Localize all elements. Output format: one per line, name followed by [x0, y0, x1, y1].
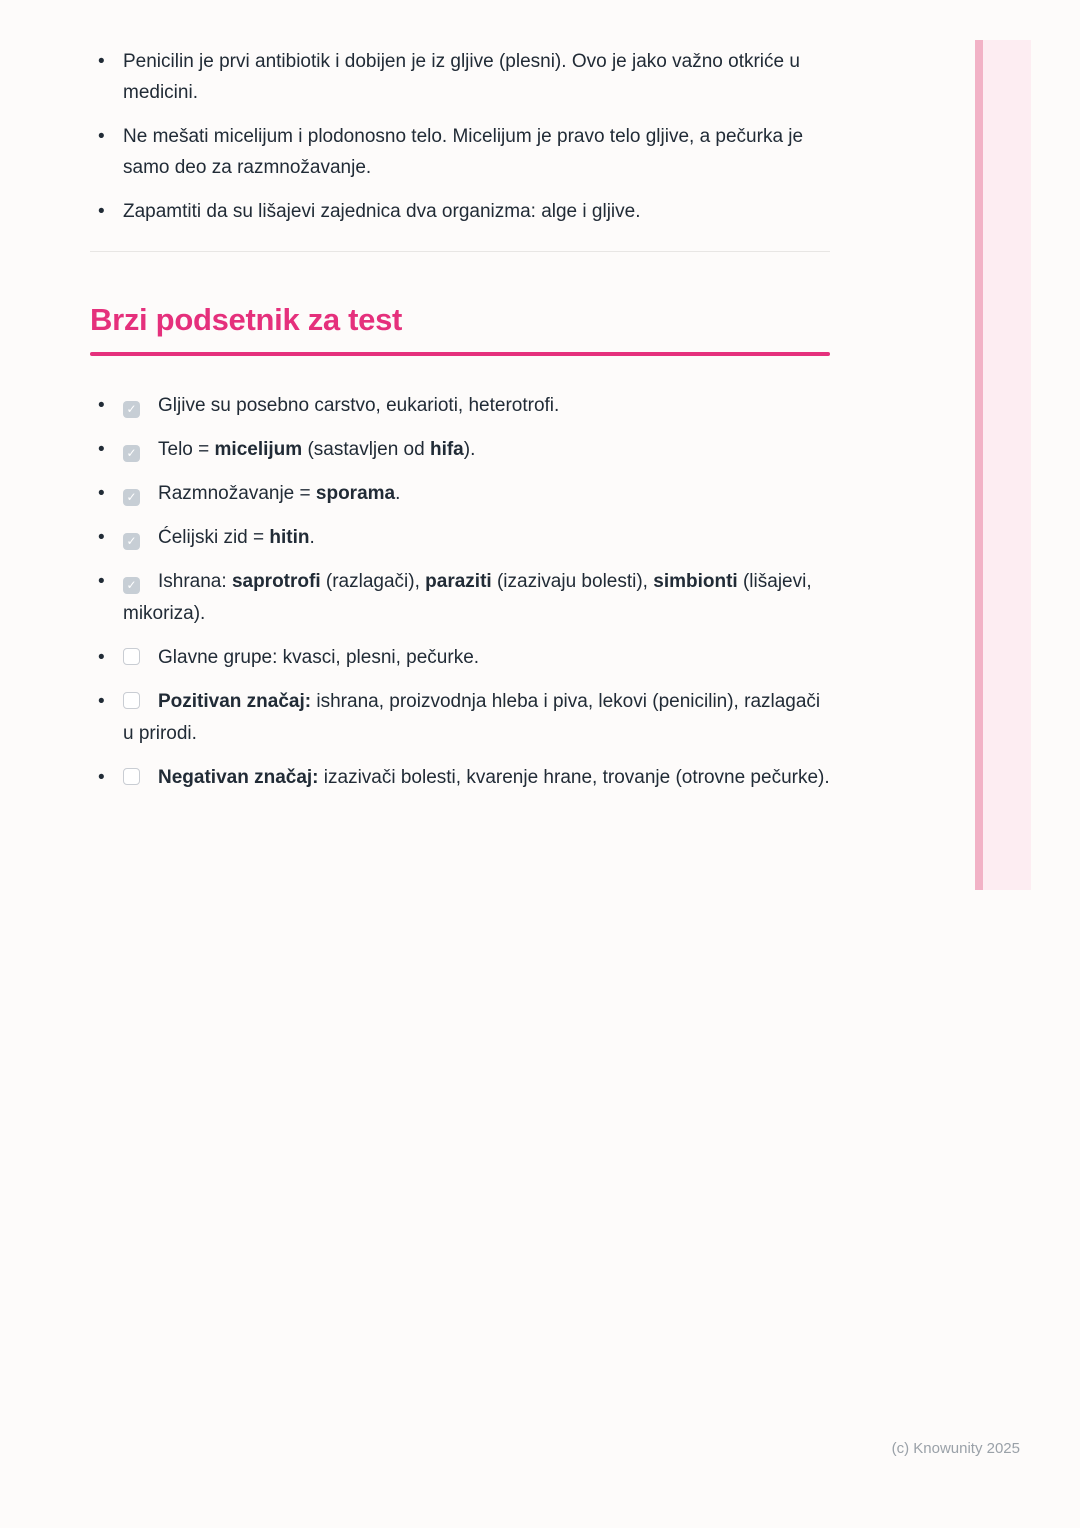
note-text: Ne mešati micelijum i plodonosno telo. Micelijum je pravo telo gljive, a pečurka je samo deo za razmnožavanje.	[123, 126, 804, 178]
checklist-text-bold: Negativan značaj:	[158, 767, 319, 788]
checklist-text-bold: hitin	[269, 527, 310, 548]
checklist-text: Telo =	[158, 439, 215, 460]
checklist-text: Razmnožavanje =	[158, 483, 316, 504]
page-edge-gutter	[983, 40, 1031, 890]
note-item	[90, 196, 830, 227]
bullet-icon: •	[98, 201, 105, 222]
checklist-text-bold: micelijum	[214, 439, 303, 460]
checklist-item	[90, 686, 830, 750]
checkbox-unchecked-icon[interactable]	[123, 648, 140, 665]
bullet-icon: •	[98, 647, 105, 668]
bullet-icon: •	[98, 126, 105, 147]
checklist-item	[90, 762, 830, 794]
note-text: Zapamtiti da su lišajevi zajednica dva organizma: alge i gljive.	[123, 201, 641, 222]
note-text: Penicilin je prvi antibiotik i dobijen je iz gljive (plesni). Ovo je jako važno otkriće u medicini.	[123, 51, 800, 103]
checklist-item	[90, 566, 830, 630]
checklist-text: Gljive su posebno carstvo, eukarioti, heterotrofi.	[158, 395, 560, 416]
checklist-text: (izazivaju bolesti),	[491, 571, 654, 592]
checklist-item	[90, 434, 830, 466]
checklist-text: (razlagači),	[320, 571, 426, 592]
checklist-text-bold: sporama	[315, 483, 396, 504]
note-item	[90, 121, 830, 183]
section-title: Brzi podsetnik za test	[90, 302, 403, 337]
checklist-text: (lišajevi, mikoriza).	[123, 571, 812, 624]
checklist-item	[90, 390, 830, 422]
checklist-item	[90, 522, 830, 554]
title-underline	[90, 352, 830, 356]
bullet-icon: •	[98, 571, 105, 592]
bullet-icon: •	[98, 439, 105, 460]
checkbox-checked-icon[interactable]: ✓	[123, 577, 140, 594]
checklist-text: .	[395, 483, 401, 504]
checklist-text: .	[309, 527, 315, 548]
checklist-text: Ishrana:	[158, 571, 232, 592]
checkbox-checked-icon[interactable]: ✓	[123, 533, 140, 550]
bullet-icon: •	[98, 51, 105, 72]
checkbox-checked-icon[interactable]: ✓	[123, 489, 140, 506]
section-divider	[90, 251, 830, 252]
bullet-icon: •	[98, 483, 105, 504]
checklist-item	[90, 478, 830, 510]
page-edge-accent	[975, 40, 983, 890]
checklist-text: Glavne grupe: kvasci, plesni, pečurke.	[158, 647, 480, 668]
checkbox-checked-icon[interactable]: ✓	[123, 445, 140, 462]
checklist-text: ).	[463, 439, 476, 460]
checklist-text-bold: saprotrofi	[231, 571, 321, 592]
checkbox-checked-icon[interactable]: ✓	[123, 401, 140, 418]
checklist-text: izazivači bolesti, kvarenje hrane, trovanje (otrovne pečurke).	[318, 767, 830, 788]
footer-credit: (c) Knowunity 2025	[891, 1440, 1020, 1457]
bullet-icon: •	[98, 395, 105, 416]
checklist-text: Ćelijski zid =	[158, 527, 270, 548]
checklist	[90, 390, 830, 794]
checklist-item	[90, 642, 830, 674]
checklist-text-bold: Pozitivan značaj:	[158, 691, 312, 712]
bullet-icon: •	[98, 691, 105, 712]
bullet-icon: •	[98, 527, 105, 548]
checklist-text: ishrana, proizvodnja hleba i piva, lekovi (penicilin), razlagači u prirodi.	[123, 691, 821, 744]
checkbox-unchecked-icon[interactable]	[123, 768, 140, 785]
checklist-text-bold: simbionti	[653, 571, 738, 592]
checklist-text-bold: paraziti	[425, 571, 492, 592]
content-area	[90, 46, 830, 806]
note-item	[90, 46, 830, 108]
checklist-text-bold: hifa	[429, 439, 464, 460]
checkbox-unchecked-icon[interactable]	[123, 692, 140, 709]
bullet-icon: •	[98, 767, 105, 788]
notes-list	[90, 46, 830, 227]
checklist-text: (sastavljen od	[302, 439, 430, 460]
